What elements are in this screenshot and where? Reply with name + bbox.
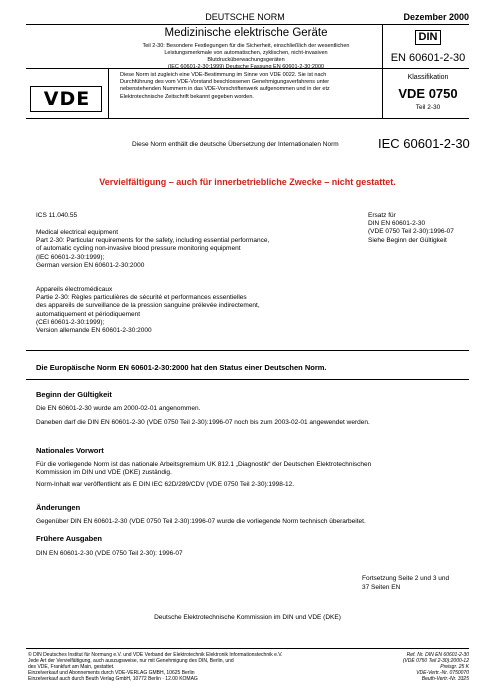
footer-line: (VDE 0750 Teil 2-30):2000-12 xyxy=(402,658,469,665)
din-logo: DIN xyxy=(415,30,441,45)
french-line: Partie 2-30: Règles particulières de sécurité et performances essentielles xyxy=(36,294,247,302)
subtitle-line: (IEC 60601-2-30:1999) Deutsche Fassung EN 60601-2-30:2000 xyxy=(167,64,325,70)
notice-line: Durchführung des vom VDE-Vorstand beschlossenen Genehmigungsverfahrens unter xyxy=(120,79,330,86)
french-line: des appareils de surveillance de la pression sanguine prélevée indirectement, xyxy=(36,302,260,310)
din-standard-number: EN 60601-2-30 xyxy=(390,52,466,64)
footer-line: Preisgr. 25 K xyxy=(440,664,469,671)
ersatz-line: (VDE 0750 Teil 2-30):1996-07 xyxy=(368,228,454,236)
continuation-line: Fortsetzung Seite 2 und 3 und xyxy=(362,575,450,582)
ersatz-line: Siehe Beginn der Gültigkeit xyxy=(368,236,447,244)
footer-line: © DIN Deutsches Institut für Normung e.V. und VDE Verband der Elektrotechnik Elektronik Informationstechnik e.V. xyxy=(28,652,283,658)
vde-notice xyxy=(120,72,378,101)
english-line: German version EN 60601-2-30:2000 xyxy=(36,261,145,269)
ics-code: ICS 11.040.55 xyxy=(36,212,78,219)
beginn-paragraph: Daneben darf die DIN EN 60601-2-30 (VDE 0750 Teil 2-30):1996-07 noch bis zum 2003-02-01 angewendet werden. xyxy=(36,419,370,426)
footer-line: des VDE, Frankfurt am Main, gestattet. xyxy=(28,664,115,671)
vorwort-line: Für die vorliegende Norm ist das nationale Arbeitsgremium UK 812.1 „Diagnostik“ der Deutschen Elektrotechnischen xyxy=(36,461,372,468)
english-line: Part 2-30: Particular requirements for the safety, including essential performance, xyxy=(36,237,270,245)
vorwort-paragraph: Norm-Inhalt war veröffentlicht als E DIN IEC 62D/289/CDV (VDE 0750 Teil 2-30):1998-12. xyxy=(36,481,295,488)
footer-line: Beuth-Vertr.-Nr. 3325 xyxy=(421,676,469,683)
divider xyxy=(26,350,469,351)
notice-line: nebenstehenden Nummern in das VDE-Vorschriftenwerk aufgenommen und in der etz xyxy=(120,86,330,93)
document-subtitle xyxy=(112,43,380,71)
beginn-paragraph: Die EN 60601-2-30 wurde am 2000-02-01 angenommen. xyxy=(36,405,201,412)
divider xyxy=(26,24,469,25)
footer-line: VDE-Vertr.-Nr. 0750070 xyxy=(416,670,469,677)
vde-logo xyxy=(32,88,102,110)
footer-line: Einzelverkauf und Abonnements durch VDE-VERLAG GMBH, 10625 Berlin xyxy=(28,670,195,677)
status-statement: Die Europäische Norm EN 60601-2-30:2000 hat den Status einer Deutschen Norm. xyxy=(36,363,327,372)
international-standard-note: Diese Norm enthält die deutsche Übersetzung der Internationalen Norm xyxy=(132,141,339,148)
notice-line: Diese Norm ist zugleich eine VDE-Bestimmung im Sinne von VDE 0022. Sie ist nach xyxy=(120,72,327,78)
klassifikation-label: Klassifikation xyxy=(407,74,449,81)
footer-line: Ref. Nr. DIN EN 60601-2-30 xyxy=(406,652,469,658)
ersatz-line: Ersatz für xyxy=(368,212,396,219)
notice-line: Elektrotechnische Zeitschrift bekannt gegeben worden. xyxy=(120,93,254,100)
french-line: Version allemande EN 60601-2-30:2000 xyxy=(36,327,152,335)
french-line: automatiquement et périodiquement xyxy=(36,310,141,318)
continuation-line: 37 Seiten EN xyxy=(362,583,401,591)
document-title: Medizinische elektrische Geräte xyxy=(164,27,328,39)
publication-date: Dezember 2000 xyxy=(403,12,469,22)
english-line: (IEC 60601-2-30:1999); xyxy=(36,253,105,261)
french-line: Appareils électromédicaux xyxy=(36,286,113,293)
divider xyxy=(26,648,469,649)
footer-line: Jede Art der Vervielfältigung, auch auszugsweise, nur mit Genehmigung des DIN, Berlin, und xyxy=(28,658,234,665)
heading-beginn: Beginn der Gültigkeit xyxy=(36,390,112,399)
heading-fruehere-ausgaben: Frühere Ausgaben xyxy=(36,534,102,543)
copyright-footer xyxy=(28,652,348,682)
french-title-block xyxy=(36,286,336,335)
copy-warning: Vervielfältigung – auch für innerbetriebliche Zwecke – nicht gestattet. xyxy=(99,177,396,187)
divider xyxy=(382,24,383,118)
vorwort-line: Kommission im DIN und VDE (DKE) zuständig. xyxy=(36,469,172,477)
english-title-block xyxy=(36,229,336,270)
vde-logo-text: VDE xyxy=(43,88,91,110)
norm-type-label: DEUTSCHE NORM xyxy=(205,12,285,22)
continuation-note xyxy=(362,575,472,592)
fruehere-paragraph: DIN EN 60601-2-30 (VDE 0750 Teil 2-30): 1996-07 xyxy=(36,550,183,557)
divider xyxy=(108,68,109,118)
vde-number: VDE 0750 xyxy=(398,86,458,101)
divider xyxy=(26,379,469,380)
divider xyxy=(26,118,469,119)
vde-teil: Teil 2-30 xyxy=(415,104,441,111)
subtitle-line: Teil 2-30: Besondere Festlegungen für die Sicherheit, einschließlich der wesentlichen xyxy=(142,43,350,49)
vorwort-paragraph xyxy=(36,461,476,477)
heading-vorwort: Nationales Vorwort xyxy=(36,446,104,455)
reference-footer xyxy=(349,652,469,682)
iec-number: IEC 60601-2-30 xyxy=(378,136,470,151)
footer-line: Einzelverkauf auch durch Beuth Verlag GmbH, 10772 Berlin · 12.00 KOMAG xyxy=(28,676,198,683)
aenderungen-paragraph: Gegenüber DIN EN 60601-2-30 (VDE 0750 Teil 2-30):1996-07 wurde die vorliegende Norm technisch überarbeitet. xyxy=(36,518,366,525)
english-line: of automatic cycling non-invasive blood pressure monitoring equipment xyxy=(36,245,241,253)
heading-aenderungen: Änderungen xyxy=(36,503,81,512)
subtitle-line: Blutdrucküberwachungsgeräten xyxy=(207,57,285,63)
french-line: (CEI 60601-2-30:1999); xyxy=(36,318,105,326)
ersatz-line: DIN EN 60601-2-30 xyxy=(368,220,426,228)
ersatz-block xyxy=(368,212,478,245)
english-line: Medical electrical equipment xyxy=(36,229,119,236)
subtitle-line: Leistungsmerkmale von automatischen, zyklischen, nicht-invasiven xyxy=(164,50,328,56)
commission-name: Deutsche Elektrotechnische Kommission im DIN und VDE (DKE) xyxy=(154,614,341,621)
